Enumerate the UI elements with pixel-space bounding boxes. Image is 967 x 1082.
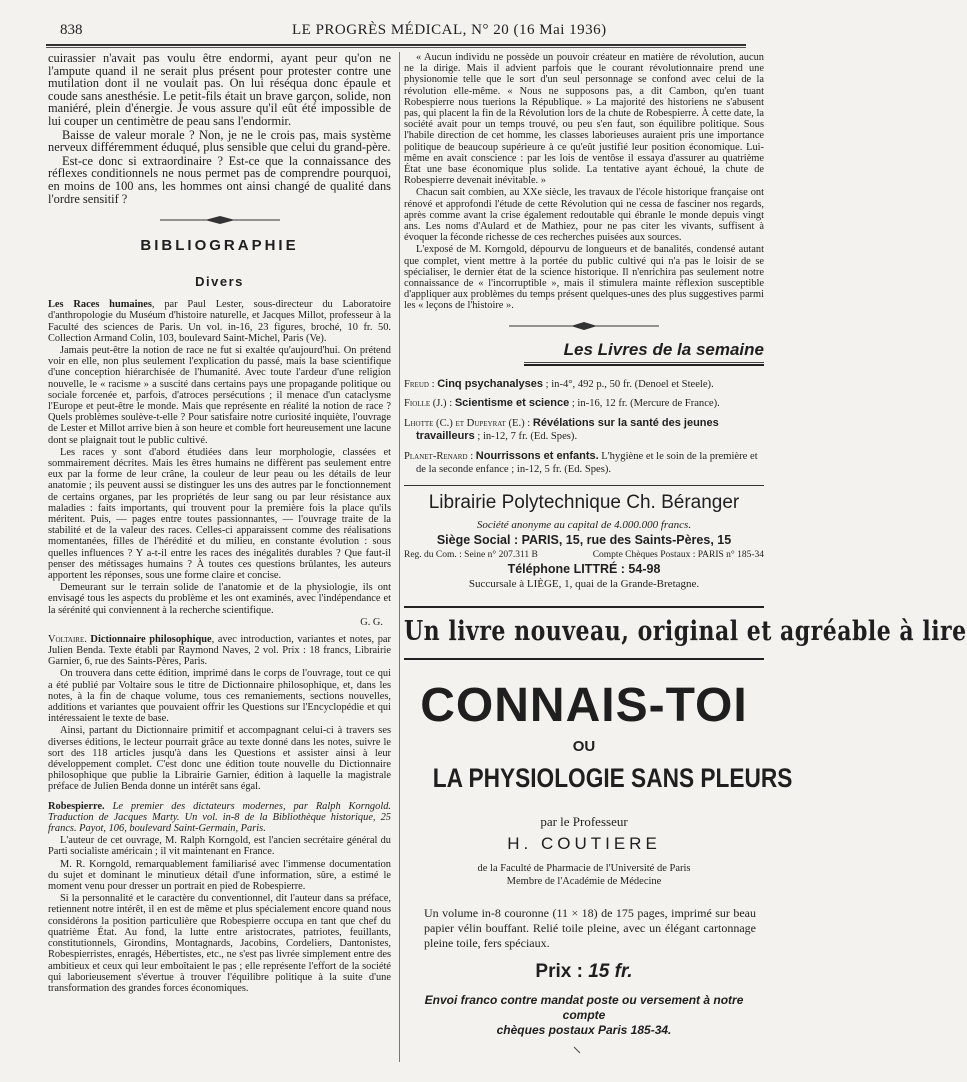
continuation-paragraph: L'exposé de M. Korngold, dépourvu de longueurs et de banalités, condensé autant que complet, vient mettre à la portée du public cultivé qui n'a pas le loisir de se spécialiser, le dernier état de la science historique. Il n'enrichira pas seulement notre connaissance de « l'incorruptible », mais il stimulera mainte réflexion susceptible d'appliquer aux problèmes du temps présent quelques-unes des plus suggestives parmi les « leçons de l'histoire ».: [404, 244, 764, 312]
review-book-title: Robespierre.: [48, 800, 105, 812]
book-info: ; in-16, 12 fr. (Mercure de France).: [569, 398, 720, 410]
ad-affiliation: Membre de l'Académie de Médecine: [506, 875, 662, 887]
ad-subtitle: LA PHYSIOLOGIE SANS PLEURS: [432, 762, 793, 793]
review-book-title: Dictionnaire philosophique: [86, 633, 212, 645]
librairie-registry-row: [404, 548, 764, 562]
page-number: 838: [60, 22, 83, 38]
book-sep: :: [428, 378, 438, 390]
review-book-info: , par Paul Lester, sous-directeur du Laboratoire d'anthropologie du Muséum d'histoire naturelle, et Jacques Millot, professeur à la Faculté des sciences de Paris. Un vol. in-16, 23 figures, broché, 10 fr. 50. Collection Armand Colin, 103, boulevard Saint-Michel, Paris (Ve).: [48, 299, 392, 344]
review-signature: G. G.: [360, 616, 383, 628]
book-info: L'hygiène et le soin de la première et de la seconde enfance ; in-12, 5 fr. (Ed. Spes).: [416, 450, 758, 476]
review-paragraph: Demeurant sur le terrain solide de l'anatomie et de la physiologie, ils ont envisagé tous les aspects du problème et les ont examinés, avec l'indépendance et la sérénité qui conviennent à la recherche scientifique.: [48, 582, 391, 616]
ad-description: Un volume in-8 couronne (11 × 18) de 175 pages, imprimé sur beau papier vélin bouffant. Relié toile pleine, avec un élégant cartonnage pleine toile, fers spéciaux.: [424, 905, 756, 950]
librairie-name: Librairie Polytechnique Ch. Béranger: [428, 491, 740, 513]
review-header: [48, 299, 391, 344]
librairie-rule: [404, 485, 764, 486]
ad-envoi: chèques postaux Paris 185-34.: [496, 1022, 672, 1037]
intro-paragraph: Est-ce donc si extraordinaire ? Est-ce que la connaissance des réflexes conditionnels ne nous permet pas de comprendre pourquoi, en moins de 100 ans, les hommes ont ainsi changé de qualité dans l'ordre sensitif ?: [48, 153, 391, 206]
bibliographie-title: BIBLIOGRAPHIE: [140, 237, 299, 255]
ad-ou: OU: [572, 737, 596, 755]
review-author: Voltaire.: [48, 633, 87, 645]
ad-affiliation: de la Faculté de Pharmacie de l'Université de Paris: [477, 862, 691, 874]
book-author: Planet-Renard: [404, 450, 468, 462]
ad-rule: [404, 658, 764, 660]
review-header: [48, 801, 391, 835]
review-book-title: Les Races humaines: [48, 299, 152, 311]
book-entry: [404, 450, 764, 477]
ornament-divider: [48, 213, 391, 227]
livres-rule: [524, 362, 764, 366]
review-paragraph: Jamais peut-être la notion de race ne fut si exaltée qu'aujourd'hui. On prétend voir en elle, non plus seulement l'explication du passé, mais la base scientifique d'une conception hiérarchisée de l'humanité. Avec toute l'ardeur d'une religion nouvelle, le « racisme » a suscité dans certains pays une propagande politique ou sociale forcenée et, parfois, d'atroces persécutions ; il menace d'un cataclysme l'Europe et peut-être le monde. Mais que représente en réalité la notion de race ? Quels problèmes soulève-t-elle ? Pour satisfaire notre curiosité inquiète, l'ouvrage de Lester et Millot arrive bien à son heure et comble fort heureusement une lacune dont se plaignait tout le public cultivé.: [48, 344, 391, 446]
librairie-reg: Reg. du Com. : Seine n° 207.311 B: [404, 549, 538, 560]
ornament-divider: [404, 318, 764, 332]
librairie-telephone: Téléphone LITTRÉ : 54-98: [507, 561, 661, 576]
stray-mark-icon: [573, 1046, 587, 1054]
continuation-paragraph: Chacun sait combien, au XXe siècle, les travaux de l'école historique française ont rénové et approfondi l'étude de cette Révolution qui ne cessa de fasciner nos regards, après comme avant la crise également redoutable qui ébranle le monde depuis vingt ans. Les noms d'Aulard et de Mathiez, pour ne pas citer les vivants, suffisent à évoquer la féconde richesse de ces recherches puisées aux sources.: [404, 187, 764, 244]
book-title: Cinq psychanalyses: [437, 377, 543, 390]
book-sep: :: [524, 417, 533, 429]
review-header: [48, 634, 391, 668]
journal-title: LE PROGRÈS MÉDICAL, N° 20 (16 Mai 1936): [292, 22, 607, 38]
column-divider: [399, 52, 400, 1062]
librairie-succursale: Succursale à LIÈGE, 1, quai de la Grande-Bretagne.: [468, 577, 700, 590]
intro-paragraph: Baisse de valeur morale ? Non, je ne le crois pas, mais système nerveux différemment éduqué, plus sensible que celui du grand-père.: [48, 127, 391, 155]
review-paragraph: L'auteur de cet ouvrage, M. Ralph Korngold, est l'ancien secrétaire général du Parti socialiste américain ; il vit maintenant en France.: [48, 835, 391, 858]
review-paragraph: On trouvera dans cette édition, imprimé dans le corps de l'ouvrage, tout ce qui a été publié par Voltaire sous le titre de Dictionnaire philosophique, et, dans les notes, à la fin de chaque volume, tous ces remaniements, sections nouvelles, additions et variantes que pouvaient offrir les Questions sur l'Encyclopédie et qui intéressaient le texte de base.: [48, 668, 391, 725]
book-author: Lhotte (C.) et Dupeyrat (E.): [404, 417, 525, 429]
ad-envoi: Envoi franco contre mandat poste ou versement à notre compte: [424, 992, 744, 1022]
librairie-block: [404, 492, 764, 592]
ornament-icon: [509, 321, 659, 331]
book-entry: [404, 397, 764, 411]
ad-par: par le Professeur: [540, 813, 628, 829]
review-book-info: Le premier des dictateurs modernes, par Ralph Korngold. Traduction de Jacques Marty. Un vol. in-8 de la Bibliothèque historique, 25 francs. Payot, 106, boulevard Saint-Germain, Paris.: [48, 800, 391, 835]
book-sep: :: [467, 450, 476, 462]
ad-price-value: 15 fr.: [588, 960, 633, 982]
book-sep: :: [446, 398, 455, 410]
book-title: Nourrissons et enfants.: [475, 449, 599, 462]
review-paragraph: Les races y sont d'abord étudiées dans leur morphologie, classées et sommairement décrites. Mais les êtres humains ne diffèrent pas seulement entre eux par la forme de leur crâne, la couleur de leur peau ou les détails de leur anatomie ; ils peuvent aussi se distinguer les uns des autres par le fonctionnement de certains organes, par les propriétés de leur sang ou par leur résistance aux maladies : faits importants, qui trouvent pour la première fois la place qu'ils méritent. Puis, — pages entre toutes passionnantes, — l'ouvrage traite de la stabilité et de la valeur des races. Celles-ci apparaissent comme des réalisations momentanées, filles de l'hérédité et du milieu, en constante évolution : sous quelles influences ? Y a-t-il entre les races des inégalités durables ? Que faut-il penser des métissages humains ? À toutes ces questions brûlantes, les auteurs apportent les réponses, sous une forme claire et concise.: [48, 446, 391, 581]
ad-price-label: Prix :: [535, 960, 589, 982]
book-title: Révélations sur la santé des jeunes travailleurs: [416, 416, 719, 443]
ornament-icon: [160, 214, 280, 226]
page-header: [60, 22, 740, 44]
book-title: Scientisme et science: [454, 397, 570, 410]
book-info: ; in-12, 7 fr. (Ed. Spes).: [474, 431, 578, 443]
left-column: [48, 52, 391, 1062]
ad-price: [404, 961, 764, 983]
librairie-cheques: Compte Chèques Postaux : PARIS n° 185-34: [592, 549, 764, 560]
continuation-paragraph: « Aucun individu ne possède un pouvoir créateur en matière de révolution, aucun ne la dirige. Mais il advient parfois que le courant révolutionnaire prend une physionomie telle que le sort d'un seul personnage se confond avec celui de la révolution elle-même. « Nous ne supposons pas, a dit Cambon, qu'en tuant Robespierre nous tuerions la République. » La majorité des historiens ne s'abusent pas, qui placent la fin de la Révolution lors de la chute de Robespierre. À cette date, la société avait pour un temps trouvé, ou peu s'en faut, son équilibre politique. Sous l'habile direction de cet homme, les classes laborieuses auraient pris une importance politique de beaucoup supérieure à ce qu'eût justifié leur position économique. Lui-même en avait conscience : par les lois de ventôse il essaya d'assurer au quatrième État une base économique plus solide. La tentative ayant échoué, la chute de Robespierre devenait inévitable. »: [404, 52, 764, 187]
ad-author: H. COUTIERE: [507, 833, 661, 853]
ad-rule: [404, 606, 764, 608]
livres-title: Les Livres de la semaine: [563, 339, 764, 359]
advertisement: [404, 614, 967, 1038]
ad-title: CONNAIS-TOI: [420, 678, 748, 732]
right-column: [404, 52, 967, 1062]
review-paragraph: Ainsi, partant du Dictionnaire primitif et accompagnant celui-ci à travers ses diverses éditions, le lecteur pourrait grâce au texte donné dans les notes, suivre le sort des 118 articles jusqu'à dans les Questions et assister ainsi à leur développement complet. C'est donc une édition toute nouvelle du Dictionnaire philosophique que publie la Librairie Garnier, édition à laquelle la magistrale préface de Julien Benda donne un intérêt sans égal.: [48, 725, 391, 793]
review-paragraph: M. R. Korngold, remarquablement familiarisé avec l'immense documentation du sujet et dominant le minutieux détail d'une information, sûre, a estimé le moment venu pour dresser un portrait en pied de Robespierre.: [48, 858, 391, 893]
review-book-info: , avec introduction, variantes et notes, par Julien Benda. Texte établi par Raymond Naves, 2 vol. Prix : 18 francs, Librairie Garnier, 6, rue des Saints-Pères, Paris.: [48, 633, 392, 668]
review-paragraph: Si la personnalité et le caractère du conventionnel, dit l'auteur dans sa préface, retiennent notre intérêt, il en est de même et plus spécialement encore quand nous considérons la position particulière que Robespierre occupa en tant que chef du quatrième État. Au fond, la lutte entre aristocrates, patriotes, feuillants, constitutionnels, Girondins, Montagnards, Jacobins, Cordeliers, Dantonistes, Robespierristes, enragés, Hébertistes, etc., ne s'est pas livrée simplement entre des ambitieux et ceux qui leur emboîtaient le pas ; elle représente l'effort de la société qui laborieusement s'évertue à trouver l'équilibre politique à la suite d'une transformation des grandes forces économiques.: [48, 893, 391, 994]
librairie-siege: Siège Social : PARIS, 15, rue des Saints-Pères, 15: [436, 532, 732, 547]
book-entry: [404, 417, 764, 444]
librairie-societe: Société anonyme au capital de 4.000.000 francs.: [476, 518, 692, 531]
divers-title: Divers: [195, 274, 244, 290]
book-info: ; in-4°, 492 p., 50 fr. (Denoel et Steele).: [542, 378, 714, 390]
ad-headline: Un livre nouveau, original et agréable à lire: [404, 614, 967, 647]
book-author: Fiolle (J.): [404, 398, 447, 410]
book-entry: [404, 378, 764, 392]
header-rule: [46, 44, 746, 48]
intro-paragraph: cuirassier n'avait pas voulu être endormi, ayant peur qu'on ne l'ampute quand il ne serait plus présent pour protester contre une mutilation dont il ne voulait pas. On lui réséqua donc épaule et coude sans anesthésie. Le petit-fils était un brave garçon, solide, non maniéré, plein d'énergie. Je vous assure qu'il eût été impossible de lui couper un centimètre de peau sans l'endormir.: [48, 51, 391, 128]
book-author: Freud: [404, 378, 429, 390]
